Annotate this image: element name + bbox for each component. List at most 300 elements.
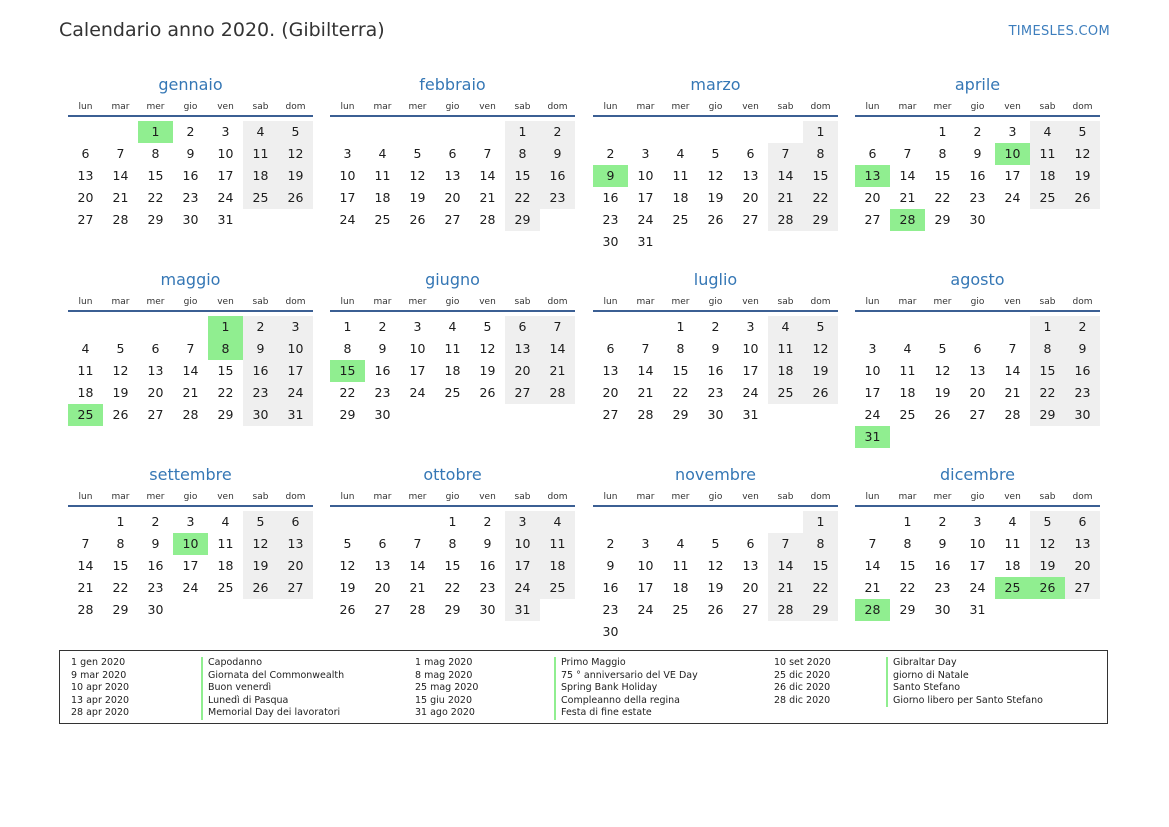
empty-cell (628, 316, 663, 338)
day-cell: 20 (374, 580, 391, 595)
weekday-label: mer (933, 492, 952, 502)
day-cell: 4 (903, 341, 912, 356)
holiday-cell: 25 (68, 404, 103, 426)
day-cell: 25 (217, 580, 234, 595)
legend-holiday-name: Gibraltar Day (886, 657, 1043, 670)
weekday-label: sab (252, 297, 269, 307)
month-novembre (593, 465, 838, 643)
day-cell: 12 (243, 533, 278, 555)
month-name: gennaio (158, 75, 223, 94)
day-cell: 3 (641, 146, 650, 161)
day-cell: 18 (217, 558, 234, 573)
day-cell: 8 (938, 146, 947, 161)
day-cell: 6 (973, 341, 982, 356)
legend-names-col-1 (201, 657, 344, 720)
day-cell: 28 (1004, 407, 1021, 422)
day-cell: 10 (864, 363, 881, 378)
weekday-label: dom (1072, 492, 1093, 502)
empty-cell (593, 511, 628, 533)
day-cell: 20 (505, 360, 540, 382)
day-grid (68, 511, 313, 621)
empty-cell (103, 316, 138, 338)
day-cell: 21 (899, 190, 916, 205)
day-cell: 7 (1008, 341, 1017, 356)
day-cell: 5 (343, 536, 352, 551)
weekday-header (68, 295, 313, 312)
day-cell: 30 (934, 602, 951, 617)
day-cell: 13 (505, 338, 540, 360)
day-cell: 29 (112, 602, 129, 617)
day-cell: 23 (602, 212, 619, 227)
day-cell: 17 (409, 363, 426, 378)
weekday-label: sab (514, 297, 531, 307)
weekday-label: dom (1072, 102, 1093, 112)
weekday-label: gio (445, 492, 460, 502)
day-cell: 21 (112, 190, 129, 205)
empty-cell (68, 511, 103, 533)
weekday-label: gio (970, 492, 985, 502)
day-cell: 30 (602, 234, 619, 249)
empty-cell (593, 316, 628, 338)
day-cell: 25 (768, 382, 803, 404)
day-cell: 16 (479, 558, 496, 573)
holiday-cell: 9 (593, 165, 628, 187)
day-cell: 27 (864, 212, 881, 227)
weekday-label: dom (810, 102, 831, 112)
day-cell: 3 (1008, 124, 1017, 139)
empty-cell (995, 316, 1030, 338)
day-cell: 25 (444, 385, 461, 400)
day-cell: 4 (378, 146, 387, 161)
day-cell: 20 (742, 190, 759, 205)
day-cell: 15 (112, 558, 129, 573)
day-cell: 26 (409, 212, 426, 227)
day-cell: 6 (606, 341, 615, 356)
weekday-label: lun (603, 102, 618, 112)
day-cell: 18 (768, 360, 803, 382)
day-cell: 16 (1065, 360, 1100, 382)
day-cell: 28 (77, 602, 94, 617)
day-cell: 10 (505, 533, 540, 555)
weekday-header (855, 295, 1100, 312)
weekday-label: ven (1004, 492, 1021, 502)
day-cell: 17 (637, 580, 654, 595)
empty-cell (435, 121, 470, 143)
day-cell: 17 (1004, 168, 1021, 183)
day-cell: 29 (1030, 404, 1065, 426)
empty-cell (855, 121, 890, 143)
empty-cell (365, 511, 400, 533)
day-cell: 7 (868, 536, 877, 551)
day-cell: 3 (186, 514, 195, 529)
weekday-label: mer (146, 297, 165, 307)
day-cell: 21 (768, 187, 803, 209)
weekday-label: ven (742, 492, 759, 502)
day-cell: 22 (505, 187, 540, 209)
day-cell: 20 (147, 385, 164, 400)
holiday-cell: 1 (138, 121, 173, 143)
day-cell: 23 (969, 190, 986, 205)
day-cell: 8 (343, 341, 352, 356)
legend-holiday-name: Santo Stefano (886, 682, 1043, 695)
day-cell: 3 (278, 316, 313, 338)
day-cell: 21 (77, 580, 94, 595)
day-cell: 1 (803, 511, 838, 533)
day-cell: 31 (969, 602, 986, 617)
day-cell: 27 (444, 212, 461, 227)
day-cell: 9 (483, 536, 492, 551)
day-cell: 4 (768, 316, 803, 338)
day-cell: 8 (116, 536, 125, 551)
day-cell: 28 (409, 602, 426, 617)
day-cell: 22 (803, 577, 838, 599)
month-name: aprile (954, 75, 1001, 94)
day-cell: 23 (479, 580, 496, 595)
day-grid (593, 511, 838, 643)
day-cell: 15 (803, 555, 838, 577)
weekday-label: mar (111, 492, 130, 502)
weekday-label: mar (111, 102, 130, 112)
day-cell: 8 (903, 536, 912, 551)
day-cell: 27 (742, 212, 759, 227)
weekday-header (330, 490, 575, 507)
day-cell: 3 (505, 511, 540, 533)
day-cell: 9 (540, 143, 575, 165)
day-cell: 11 (672, 558, 689, 573)
day-cell: 23 (602, 602, 619, 617)
day-cell: 23 (540, 187, 575, 209)
empty-cell (330, 121, 365, 143)
day-cell: 1 (903, 514, 912, 529)
month-agosto (855, 270, 1100, 448)
legend-holiday-name: giorno di Natale (886, 670, 1043, 683)
day-cell: 10 (217, 146, 234, 161)
day-cell: 12 (278, 143, 313, 165)
legend-holiday-name: Spring Bank Holiday (554, 682, 698, 695)
day-cell: 16 (602, 190, 619, 205)
month-name: ottobre (423, 465, 482, 484)
day-cell: 3 (973, 514, 982, 529)
day-cell: 4 (448, 319, 457, 334)
day-cell: 9 (151, 536, 160, 551)
weekday-label: sab (1039, 297, 1056, 307)
day-cell: 2 (973, 124, 982, 139)
weekday-header (68, 100, 313, 117)
month-aprile (855, 75, 1100, 231)
day-cell: 14 (479, 168, 496, 183)
day-cell: 11 (899, 363, 916, 378)
weekday-header (855, 100, 1100, 117)
month-name: novembre (674, 465, 757, 484)
day-cell: 8 (1030, 338, 1065, 360)
day-cell: 11 (1004, 536, 1021, 551)
day-cell: 30 (374, 407, 391, 422)
day-cell: 17 (217, 168, 234, 183)
day-cell: 16 (707, 363, 724, 378)
weekday-label: ven (742, 297, 759, 307)
day-cell: 24 (505, 577, 540, 599)
day-cell: 29 (803, 599, 838, 621)
weekday-label: lun (865, 492, 880, 502)
weekday-label: mar (898, 492, 917, 502)
month-ottobre (330, 465, 575, 621)
day-cell: 2 (540, 121, 575, 143)
day-cell: 21 (540, 360, 575, 382)
day-cell: 17 (969, 558, 986, 573)
day-cell: 20 (1065, 555, 1100, 577)
weekday-label: lun (603, 492, 618, 502)
day-cell: 7 (483, 146, 492, 161)
weekday-label: gio (708, 102, 723, 112)
day-cell: 28 (540, 382, 575, 404)
day-cell: 29 (339, 407, 356, 422)
day-cell: 31 (278, 404, 313, 426)
day-cell: 12 (934, 363, 951, 378)
day-cell: 4 (1008, 514, 1017, 529)
day-cell: 7 (768, 533, 803, 555)
day-cell: 16 (540, 165, 575, 187)
legend-dates-col-1 (71, 657, 129, 720)
day-cell: 30 (707, 407, 724, 422)
day-cell: 1 (1030, 316, 1065, 338)
day-cell: 27 (505, 382, 540, 404)
day-cell: 26 (112, 407, 129, 422)
month-name: giugno (425, 270, 480, 289)
weekday-header (855, 490, 1100, 507)
day-cell: 24 (278, 382, 313, 404)
day-cell: 3 (746, 319, 755, 334)
legend-date: 25 dic 2020 (774, 669, 831, 681)
day-cell: 18 (374, 190, 391, 205)
day-cell: 27 (742, 602, 759, 617)
day-cell: 15 (217, 363, 234, 378)
month-settembre (68, 465, 313, 621)
day-cell: 1 (116, 514, 125, 529)
empty-cell (663, 121, 698, 143)
day-cell: 16 (182, 168, 199, 183)
day-cell: 16 (147, 558, 164, 573)
day-cell: 4 (676, 146, 685, 161)
day-cell: 14 (540, 338, 575, 360)
holiday-cell: 8 (208, 338, 243, 360)
empty-cell (890, 121, 925, 143)
day-cell: 24 (864, 407, 881, 422)
day-cell: 9 (243, 338, 278, 360)
day-cell: 27 (77, 212, 94, 227)
day-cell: 30 (147, 602, 164, 617)
weekday-label: ven (217, 297, 234, 307)
day-cell: 4 (221, 514, 230, 529)
legend-holiday-name: Lunedì di Pasqua (201, 695, 344, 708)
empty-cell (593, 121, 628, 143)
day-cell: 12 (1065, 143, 1100, 165)
empty-cell (855, 511, 890, 533)
weekday-label: lun (865, 102, 880, 112)
weekday-label: sab (777, 102, 794, 112)
legend-holiday-name: Compleanno della regina (554, 695, 698, 708)
day-cell: 5 (483, 319, 492, 334)
day-cell: 26 (278, 187, 313, 209)
legend-date: 15 giu 2020 (415, 694, 472, 706)
month-name: luglio (693, 270, 738, 289)
day-cell: 6 (448, 146, 457, 161)
holiday-cell: 1 (208, 316, 243, 338)
day-cell: 29 (444, 602, 461, 617)
legend-date: 13 apr 2020 (71, 694, 130, 706)
day-cell: 11 (444, 341, 461, 356)
day-cell: 7 (903, 146, 912, 161)
day-cell: 25 (672, 212, 689, 227)
day-cell: 9 (973, 146, 982, 161)
day-cell: 5 (1030, 511, 1065, 533)
day-cell: 2 (378, 319, 387, 334)
day-cell: 22 (934, 190, 951, 205)
day-cell: 23 (147, 580, 164, 595)
day-cell: 30 (602, 624, 619, 639)
empty-cell (138, 316, 173, 338)
month-name: maggio (160, 270, 221, 289)
legend-date: 26 dic 2020 (774, 682, 831, 693)
day-cell: 10 (969, 536, 986, 551)
day-cell: 24 (637, 212, 654, 227)
weekday-label: mer (408, 492, 427, 502)
day-cell: 6 (81, 146, 90, 161)
weekday-label: dom (285, 102, 306, 112)
day-cell: 29 (505, 209, 540, 231)
day-cell: 18 (672, 580, 689, 595)
month-giugno (330, 270, 575, 426)
day-cell: 19 (112, 385, 129, 400)
day-cell: 6 (746, 536, 755, 551)
day-cell: 16 (374, 363, 391, 378)
legend-holiday-name: Memorial Day dei lavoratori (201, 707, 344, 720)
day-cell: 24 (742, 385, 759, 400)
day-cell: 15 (803, 165, 838, 187)
day-cell: 13 (374, 558, 391, 573)
day-cell: 14 (77, 558, 94, 573)
day-cell: 6 (278, 511, 313, 533)
day-cell: 5 (278, 121, 313, 143)
weekday-label: gio (183, 297, 198, 307)
day-cell: 13 (602, 363, 619, 378)
weekday-label: ven (1004, 102, 1021, 112)
day-cell: 4 (676, 536, 685, 551)
day-cell: 10 (742, 341, 759, 356)
month-luglio (593, 270, 838, 426)
day-cell: 26 (339, 602, 356, 617)
day-cell: 30 (243, 404, 278, 426)
day-cell: 18 (1004, 558, 1021, 573)
day-cell: 18 (672, 190, 689, 205)
day-cell: 15 (934, 168, 951, 183)
day-cell: 22 (1030, 382, 1065, 404)
day-cell: 20 (77, 190, 94, 205)
day-cell: 14 (182, 363, 199, 378)
day-cell: 1 (448, 514, 457, 529)
day-cell: 5 (243, 511, 278, 533)
month-marzo (593, 75, 838, 253)
weekday-label: mer (146, 492, 165, 502)
empty-cell (663, 511, 698, 533)
day-cell: 29 (672, 407, 689, 422)
day-cell: 29 (217, 407, 234, 422)
day-cell: 27 (278, 577, 313, 599)
day-cell: 18 (1030, 165, 1065, 187)
holiday-cell: 31 (855, 426, 890, 448)
legend-date: 31 ago 2020 (415, 707, 475, 718)
weekday-label: sab (252, 102, 269, 112)
site-link[interactable]: TIMESLES.COM (1008, 24, 1110, 39)
day-cell: 6 (151, 341, 160, 356)
day-cell: 13 (147, 363, 164, 378)
day-cell: 24 (969, 580, 986, 595)
day-cell: 11 (768, 338, 803, 360)
day-cell: 28 (768, 599, 803, 621)
day-cell: 1 (505, 121, 540, 143)
day-cell: 28 (768, 209, 803, 231)
day-cell: 25 (374, 212, 391, 227)
day-cell: 6 (505, 316, 540, 338)
day-cell: 9 (938, 536, 947, 551)
weekday-label: lun (78, 492, 93, 502)
day-cell: 12 (339, 558, 356, 573)
day-cell: 10 (339, 168, 356, 183)
day-cell: 2 (606, 146, 615, 161)
weekday-label: ven (1004, 297, 1021, 307)
day-cell: 9 (711, 341, 720, 356)
day-cell: 25 (243, 187, 278, 209)
day-cell: 27 (1065, 577, 1100, 599)
day-cell: 3 (221, 124, 230, 139)
day-cell: 13 (742, 558, 759, 573)
holiday-cell: 10 (173, 533, 208, 555)
legend-holiday-name: Capodanno (201, 657, 344, 670)
page-title: Calendario anno 2020. (Gibilterra) (59, 19, 385, 41)
day-cell: 28 (182, 407, 199, 422)
day-cell: 5 (711, 146, 720, 161)
empty-cell (68, 316, 103, 338)
weekday-label: mar (636, 297, 655, 307)
day-cell: 18 (243, 165, 278, 187)
day-cell: 6 (378, 536, 387, 551)
legend-holiday-name: 75 ° anniversario del VE Day (554, 670, 698, 683)
day-cell: 19 (278, 165, 313, 187)
day-cell: 12 (707, 558, 724, 573)
empty-cell (103, 121, 138, 143)
legend-date: 9 mar 2020 (71, 669, 127, 681)
weekday-label: sab (1039, 492, 1056, 502)
empty-cell (330, 511, 365, 533)
day-cell: 6 (1065, 511, 1100, 533)
day-cell: 11 (243, 143, 278, 165)
day-cell: 25 (1030, 187, 1065, 209)
day-cell: 7 (116, 146, 125, 161)
weekday-label: dom (547, 492, 568, 502)
empty-cell (698, 121, 733, 143)
day-cell: 19 (803, 360, 838, 382)
day-cell: 17 (182, 558, 199, 573)
empty-cell (400, 511, 435, 533)
day-cell: 8 (151, 146, 160, 161)
day-cell: 12 (409, 168, 426, 183)
day-grid (330, 511, 575, 621)
day-cell: 29 (147, 212, 164, 227)
weekday-label: gio (708, 492, 723, 502)
day-cell: 19 (1030, 555, 1065, 577)
weekday-label: dom (810, 297, 831, 307)
day-cell: 26 (707, 602, 724, 617)
weekday-label: lun (340, 492, 355, 502)
